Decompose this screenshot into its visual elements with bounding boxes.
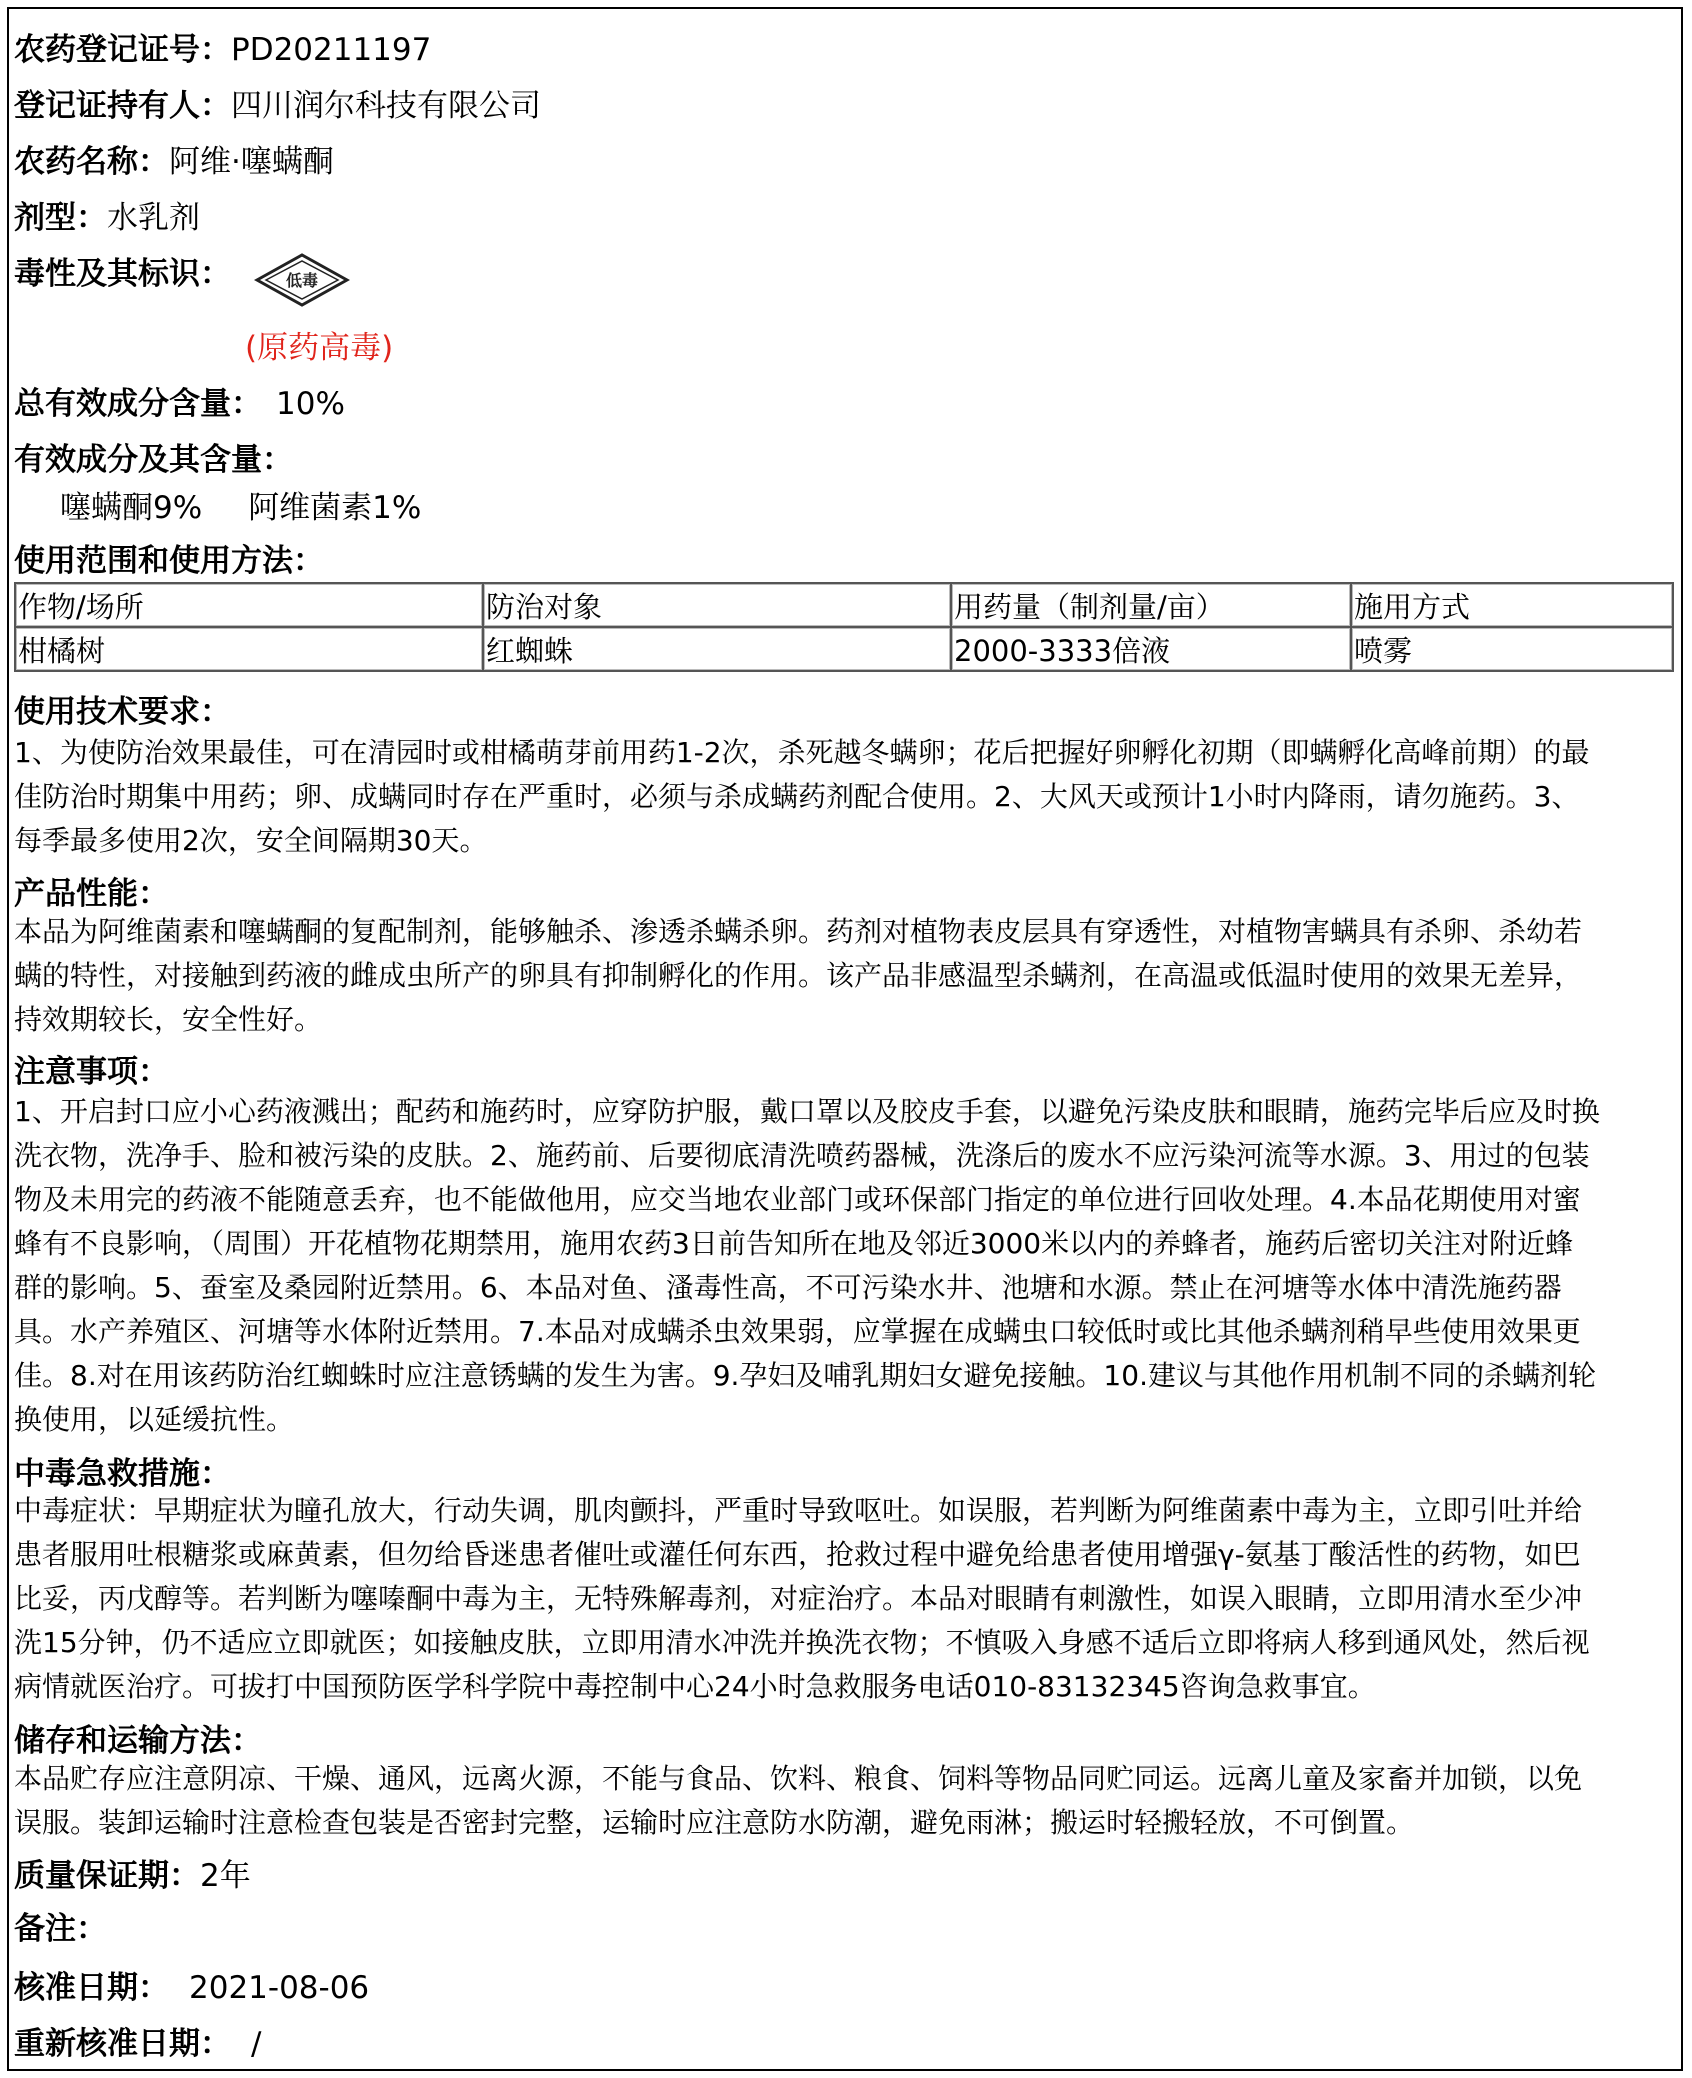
registration-row [14, 24, 431, 69]
text-line: 病情就医治疗。可拔打中国预防医学科学院中毒控制中心24小时急救服务电话010-83132345咨询急救事宜。 [14, 1670, 1376, 1703]
approved-row [14, 1962, 369, 2007]
approved-label: 核准日期： [14, 1970, 169, 2006]
text-line: 佳。8.对在用该药防治红蜘蛛时应注意锈螨的发生为害。9.孕妇及哺乳期妇女避免接触。10.建议与其他作用机制不同的杀螨剂轮 [14, 1359, 1596, 1392]
caution-text [14, 1090, 1674, 1442]
name-value: 阿维·噻螨酮 [169, 144, 334, 180]
text-line: 群的影响。5、蚕室及桑园附近禁用。6、本品对鱼、溞毒性高，不可污染水井、池塘和水源。禁止在河塘等水体中清洗施药器 [14, 1271, 1562, 1304]
text-line: 中毒症状：早期症状为瞳孔放大，行动失调，肌肉颤抖，严重时导致呕吐。如误服，若判断为阿维菌素中毒为主，立即引吐并给 [14, 1494, 1583, 1527]
formulation-row [14, 192, 200, 237]
cell-crop: 柑橘树 [15, 627, 483, 671]
total-content-row [14, 378, 345, 423]
text-line: 洗15分钟，仍不适应立即就医；如接触皮肤，立即用清水冲洗并换洗衣物；不慎吸入身感不适后立即将病人移到通风处，然后视 [14, 1626, 1590, 1659]
tech-heading [14, 686, 231, 731]
text-line: 1、开启封口应小心药液溅出；配药和施药时，应穿防护服，戴口罩以及胶皮手套，以避免污染皮肤和眼睛，施药完毕后应及时换 [14, 1095, 1600, 1128]
firstaid-heading [14, 1448, 231, 1493]
ingredient-item: 阿维菌素1% [248, 490, 422, 526]
text-line: 具。水产养殖区、河塘等水体附近禁用。7.本品对成螨杀虫效果弱，应掌握在成螨虫口较低时或比其他杀螨剂稍早些使用效果更 [14, 1315, 1581, 1348]
reapproved-row [14, 2018, 261, 2063]
total-content-value: 10% [276, 386, 345, 422]
performance-heading [14, 868, 169, 913]
performance-label: 产品性能： [14, 876, 169, 912]
toxicity-badge-text: 低毒 [285, 271, 319, 290]
firstaid-text [14, 1489, 1674, 1709]
shelf-row [14, 1850, 251, 1895]
text-line: 比妥，丙戊醇等。若判断为噻嗪酮中毒为主，无特殊解毒剂，对症治疗。本品对眼睛有刺激性，如误入眼睛，立即用清水至少冲 [14, 1582, 1583, 1615]
text-line: 物及未用完的药液不能随意丢弃，也不能做他用，应交当地农业部门或环保部门指定的单位进行回收处理。4.本品花期使用对蜜 [14, 1183, 1581, 1216]
header-crop: 作物/场所 [15, 583, 483, 627]
storage-text [14, 1757, 1674, 1845]
name-row [14, 136, 334, 181]
caution-heading [14, 1046, 169, 1091]
ingredients-label: 有效成分及其含量： [14, 442, 293, 478]
toxicity-label: 毒性及其标识： [14, 256, 231, 292]
remark-label: 备注： [14, 1911, 107, 1947]
text-line: 本品贮存应注意阴凉、干燥、通风，远离火源，不能与食品、饮料、粮食、饲料等物品同贮同运。远离儿童及家畜并加锁，以免 [14, 1762, 1583, 1795]
usage-label: 使用范围和使用方法： [14, 543, 324, 579]
low-toxicity-icon [254, 252, 350, 308]
approved-value: 2021-08-06 [189, 1970, 370, 2006]
caution-label: 注意事项： [14, 1054, 169, 1090]
total-content-label: 总有效成分含量： [14, 386, 262, 422]
text-line: 蜂有不良影响，（周围）开花植物花期禁用，施用农药3日前告知所在地及邻近3000米以内的养蜂者，施药后密切关注对附近蜂 [14, 1227, 1574, 1260]
firstaid-label: 中毒急救措施： [14, 1456, 231, 1492]
header-dosage: 用药量（制剂量/亩） [951, 583, 1351, 627]
toxicity-row [14, 248, 231, 293]
text-line: 换使用，以延缓抗性。 [14, 1403, 295, 1436]
text-line: 1、为使防治效果最佳，可在清园时或柑橘萌芽前用药1-2次，杀死越冬螨卵；花后把握好卵孵化初期（即螨孵化高峰前期）的最 [14, 736, 1590, 769]
cell-method: 喷雾 [1351, 627, 1673, 671]
shelf-label: 质量保证期： [14, 1858, 200, 1894]
ingredients-row [14, 434, 293, 479]
registration-label: 农药登记证号： [14, 32, 231, 68]
reapproved-value: / [251, 2026, 262, 2062]
holder-row [14, 80, 541, 125]
text-line: 本品为阿维菌素和噻螨酮的复配制剂，能够触杀、渗透杀螨杀卵。药剂对植物表皮层具有穿透性，对植物害螨具有杀卵、杀幼若 [14, 915, 1583, 948]
text-line: 持效期较长，安全性好。 [14, 1003, 323, 1036]
storage-heading [14, 1715, 262, 1760]
formulation-label: 剂型： [14, 200, 107, 236]
usage-row [14, 535, 324, 580]
holder-value: 四川润尔科技有限公司 [231, 88, 541, 124]
text-line: 每季最多使用2次，安全间隔期30天。 [14, 824, 488, 857]
text-line: 误服。装卸运输时注意检查包装是否密封完整，运输时应注意防水防潮，避免雨淋；搬运时轻搬轻放，不可倒置。 [14, 1806, 1415, 1839]
text-line: 洗衣物，洗净手、脸和被污染的皮肤。2、施药前、后要彻底清洗喷药器械，洗涤后的废水不应污染河流等水源。3、用过的包装 [14, 1139, 1590, 1172]
name-label: 农药名称： [14, 144, 169, 180]
text-line: 佳防治时期集中用药；卵、成螨同时存在严重时，必须与杀成螨药剂配合使用。2、大风天或预计1小时内降雨，请勿施药。3、 [14, 780, 1580, 813]
shelf-value: 2年 [200, 1858, 251, 1894]
reapproved-label: 重新核准日期： [14, 2026, 231, 2062]
table-header-row [15, 583, 1673, 627]
table-row [15, 627, 1673, 671]
cell-target: 红蜘蛛 [483, 627, 951, 671]
formulation-value: 水乳剂 [107, 200, 200, 236]
ingredient-item: 噻螨酮9% [60, 490, 203, 526]
header-target: 防治对象 [483, 583, 951, 627]
cell-dosage: 2000-3333倍液 [951, 627, 1351, 671]
usage-table [14, 582, 1674, 672]
text-line: 患者服用吐根糖浆或麻黄素，但勿给昏迷患者催吐或灌任何东西，抢救过程中避免给患者使用增强γ-氨基丁酸活性的药物，如巴 [14, 1538, 1581, 1571]
tech-text [14, 731, 1674, 863]
tech-label: 使用技术要求： [14, 694, 231, 730]
registration-value: PD20211197 [231, 32, 432, 68]
storage-label: 储存和运输方法： [14, 1723, 262, 1759]
toxicity-note: (原药高毒) [245, 330, 394, 366]
text-line: 螨的特性，对接触到药液的雌成虫所产的卵具有抑制孵化的作用。该产品非感温型杀螨剂，在高温或低温时使用的效果无差异， [14, 959, 1583, 992]
remark-row [14, 1903, 107, 1948]
performance-text [14, 910, 1674, 1042]
holder-label: 登记证持有人： [14, 88, 231, 124]
ingredients-list [60, 482, 421, 527]
header-method: 施用方式 [1351, 583, 1673, 627]
